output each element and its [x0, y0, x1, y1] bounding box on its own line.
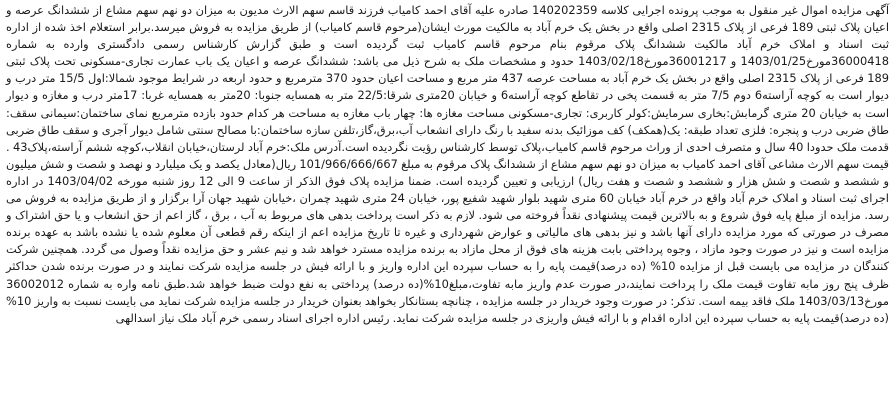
auction-notice-text: آگهی مزایده اموال غیر منقول به موجب پرونده اجرایی کلاسه 140202359 صادره علیه آقای احمد کامیاب فرزند قاسم سهم الارث مدیون به میزان دو نهم سهم مشاع از ششدانگ عرصه و اعیان پلاک ثبتی 189 فرعی از پلاک 2315 اصلی واقع در بخش یک خرم آباد به مالکیت مورث ایشان(مرحوم قاسم کامیاب) از طریق مزایده به فروش میرسد.برابر استعلام اخذ شده از اداره ثبت اسناد و املاک خرم آباد مالکیت ششدانگ پلاک مرقوم بنام مرحوم قاسم کامیاب ثبت گردیده است و طبق گزارش کارشناس رسمی دادگستری وارده به شماره 36000418مورخ1403/01/25 و 36001217مورخ1403/02/18 حدود و مشخصات ملک به شرح ذیل می باشد: ششدانگ عرصه و اعیان یک باب عمارت تجاری-مسکونی تحت پلاک ثبتی 189 فرعی از پلاک 2315 اصلی واقع در بخش یک خرم آباد به مساحت عرصه 437 متر مربع و مساحت اعیان حدود 370 مترمربع و حدود اربعه در شرایط موجود شمالا:اول 15/5 متر درب و دیوار است به کوچه آراسته6 دوم 7/5 متر به قسمت پخی در تقاطع کوچه آراسته6 و خیابان 20متری شرقا:22/5 متر به همسایه جنوبا: 20متر به همسایه غربا: 17متر درب و مغازه و دیوار است به خیابان 20 متری گرمابش:بخاری سرمایش:کولر کاربری: تجاری-مسکونی مساحت مغازه ها: چهار باب مغازه به مساحت هر کدام حدود بازده مترمربع نمای ساختمان:سیمانی سقف: طاق ضربی درب و پنجره: فلزی تعداد طبقه: یک(همکف) کف موزائیک بدنه سفید با رنگ دارای انشعاب آب،برق،گاز،تلفن سازه ساختمان:با مصالح سنتی شامل دیوار آجری و سقف طاق ضربی قدمت ملک حدودا 40 سال و متصرف احدی از وراث مرحوم قاسم کامیاب،پلاک توسط کارشناس رؤیت نگردیده است.آدرس ملک:خرم آباد لرستان،خیابان انقلاب،کوچه ششم آراسته،پلاک43 . قیمت سهم الارث مشاعی آقای احمد کامیاب به میزان دو نهم سهم مشاع از ششدانگ پلاک مرقوم به مبلغ 101/966/666/667 ریال(معادل یکصد و یک میلیارد و نهصد و شصت و شش میلیون و ششصد و شصت و شش هزار و ششصد و شصت و هفت ریال) ارزیابی و تعیین گردیده است. ضمنا مزایده پلاک فوق الذکر از ساعت 9 الی 12 روز شنبه مورخه 1403/04/02 در اداره اجرای ثبت اسناد و املاک خرم آباد واقع در خرم آباد خیابان 60 متری شهید بلوار شهید شفیع پور، خیابان 24 متری شهید چمران ،خیابان شهید جهان آرا برگزار و از طریق مزایده به فروش می رسد. مزایده از مبلغ پایه فوق شروع و به بالاترین قیمت پیشنهادی نقداً فروخته می شود. لازم به ذکر است پرداخت بدهی های مربوط به آب ، برق ، گاز اعم از حق انشعاب و یا حق اشتراک و مصرف در صورتی که مورد مزایده دارای آنها باشد و نیز بدهی های مالیاتی و عوارض شهرداری و غیره تا تاریخ مزایده اعم از اینکه رقم قطعی آن معلوم شده یا نشده باشد به عهده برنده مزایده است و نیز در صورت وجود مازاد ، وجوه پرداختی بابت هزینه های فوق از محل مازاد به برنده مزایده مسترد خواهد شد و نیم عشر و حق مزایده نقداً وصول می گردد. همچنین شرکت کنندگان در مزایده می بایست قبل از مزایده 10% (ده درصد)قیمت پایه را به حساب سپرده این اداره واریز و با ارائه فیش در جلسه مزایده شرکت نمایند و در صورت برنده شدن حداکثر ظرف پنج روز مابه تفاوت قیمت ملک را پرداخت نمایند،در صورت عدم واریز مابه تفاوت،مبلغ10%(ده درصد) پرداختی به نفع دولت ضبط خواهد شد.طبق نامه واره به شماره 36002012 مورخ1403/03/13 ملک فاقد بیمه است. تذکر: در صورت وجود خریدار در جلسه مزایده ، چنانچه بستانکار بخواهد بعنوان خریدار در جلسه مزایده شرکت نماید می بایست نسبت به واریز 10% (ده درصد)قیمت پایه به حساب سپرده این اداره اقدام و با ارائه فیش واریزی در جلسه مزایده شرکت نماید. رئیس اداره اجرای اسناد رسمی خرم آباد ملک نیاز اسدالهی [6, 3, 890, 325]
